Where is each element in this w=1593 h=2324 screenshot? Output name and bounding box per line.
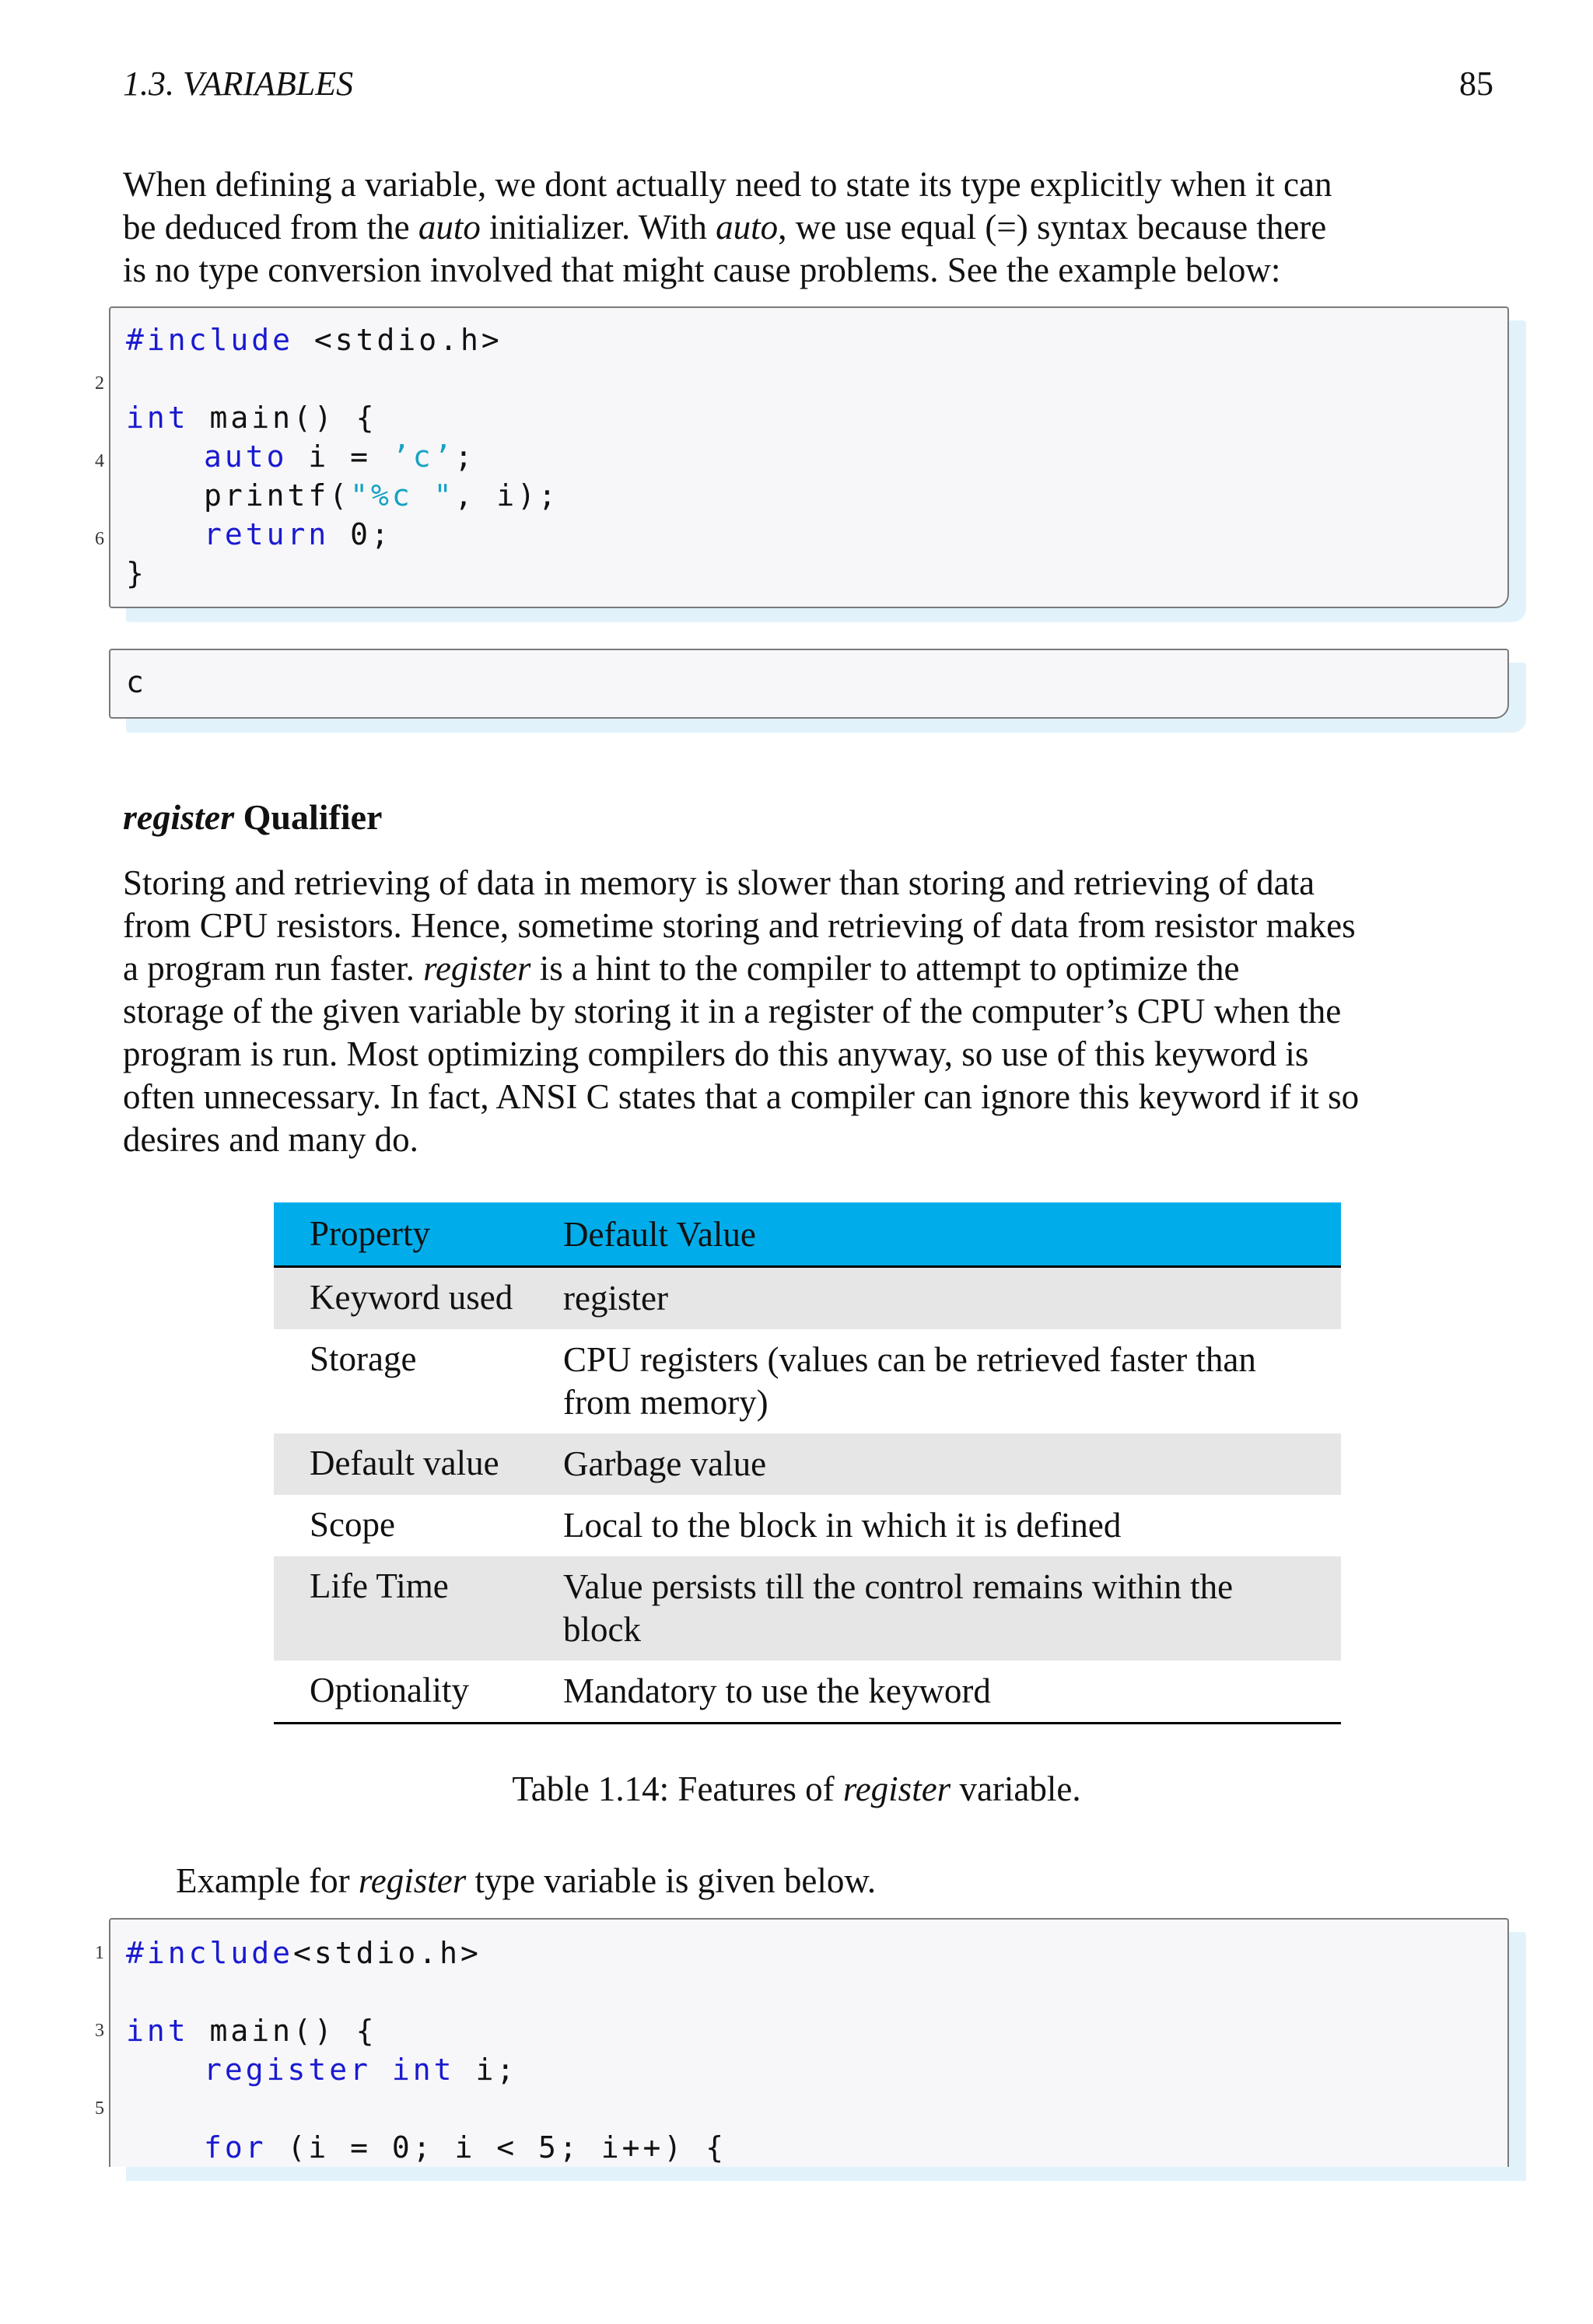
table-cell: Keyword used: [274, 1266, 563, 1329]
code-line: }: [126, 556, 147, 590]
code-line: int main() {: [126, 401, 377, 435]
table-cell: register: [563, 1266, 1341, 1329]
intro-line-3: is no type conversion involved that might cause problems. See the example below:: [123, 250, 1281, 289]
body-line: program is run. Most optimizing compilers do this anyway, so use of this keyword is: [123, 1034, 1309, 1073]
line-number: 5: [95, 2098, 104, 2119]
table-row: [274, 1556, 1341, 1661]
line-number: 4: [95, 451, 104, 471]
code-listing-auto: [109, 306, 1509, 608]
body-line: a program run faster. register is a hint to the compiler to attempt to optimize the: [123, 949, 1240, 988]
table-cell: Scope: [310, 1504, 395, 1544]
body-line: desires and many do.: [123, 1120, 418, 1159]
body-line: storage of the given variable by storing it in a register of the computer’s CPU when the: [123, 992, 1342, 1031]
line-number: 6: [95, 529, 104, 549]
table-cell: Storage: [310, 1339, 417, 1378]
intro-line-2: be deduced from the auto initializer. With auto, we use equal (=) syntax because there: [123, 208, 1327, 247]
column-header: Property: [310, 1214, 430, 1253]
table-cell: CPU registers (values can be retrieved faster than from memory): [563, 1339, 1256, 1422]
output-text: c: [126, 665, 147, 699]
code-line: int main() {: [126, 2014, 377, 2048]
page-number: 85: [1459, 65, 1493, 103]
code-line: auto i = ’c’;: [204, 439, 476, 474]
table-cell: Mandatory to use the keyword: [563, 1661, 1341, 1724]
body-line: often unnecessary. In fact, ANSI C states that a compiler can ignore this keyword if it so: [123, 1077, 1360, 1116]
table-header-row: [274, 1202, 1341, 1266]
column-header: Default Value: [563, 1215, 756, 1254]
line-number: 2: [95, 373, 104, 394]
code-line: return 0;: [204, 517, 392, 551]
body-line: from CPU resistors. Hence, sometime storing and retrieving of data from resistor makes: [123, 906, 1356, 945]
table-cell: Local to the block in which it is defined: [563, 1505, 1122, 1545]
table-cell: Optionality: [274, 1661, 563, 1724]
table-cell: Value persists till the control remains within the block: [563, 1566, 1234, 1649]
table-row: [274, 1329, 1341, 1433]
code-line: for (i = 0; i < 5; i++) {: [204, 2130, 726, 2165]
intro-paragraph: [123, 163, 1493, 292]
code-line: #include<stdio.h>: [126, 1936, 481, 1970]
output-box: [109, 649, 1509, 719]
example-intro: Example for register type variable is given below.: [176, 1861, 877, 1900]
intro-line-1: When defining a variable, we dont actually need to state its type explicitly when it can: [123, 165, 1332, 204]
table-row: [274, 1433, 1341, 1495]
code-listing-register: [109, 1918, 1509, 2167]
table-cell: Garbage value: [563, 1444, 767, 1483]
section-heading: register Qualifier: [123, 797, 383, 837]
table-cell: Default value: [310, 1443, 499, 1482]
code-line: #include <stdio.h>: [126, 323, 502, 357]
running-head: 1.3. VARIABLES: [123, 65, 354, 103]
line-number: 1: [95, 1943, 104, 1963]
register-properties-table: [274, 1202, 1341, 1724]
table-row: [274, 1661, 1341, 1724]
table-caption: Table 1.14: Features of register variable.: [512, 1769, 1081, 1808]
table-row: [274, 1495, 1341, 1556]
line-number: 3: [95, 2021, 104, 2041]
code-line: register int i;: [204, 2053, 518, 2087]
table-row: [274, 1266, 1341, 1329]
code-line: printf("%c ", i);: [204, 478, 559, 513]
body-paragraph: [123, 862, 1493, 1161]
table-cell: Life Time: [310, 1566, 449, 1605]
body-line: Storing and retrieving of data in memory is slower than storing and retrieving of data: [123, 863, 1315, 902]
